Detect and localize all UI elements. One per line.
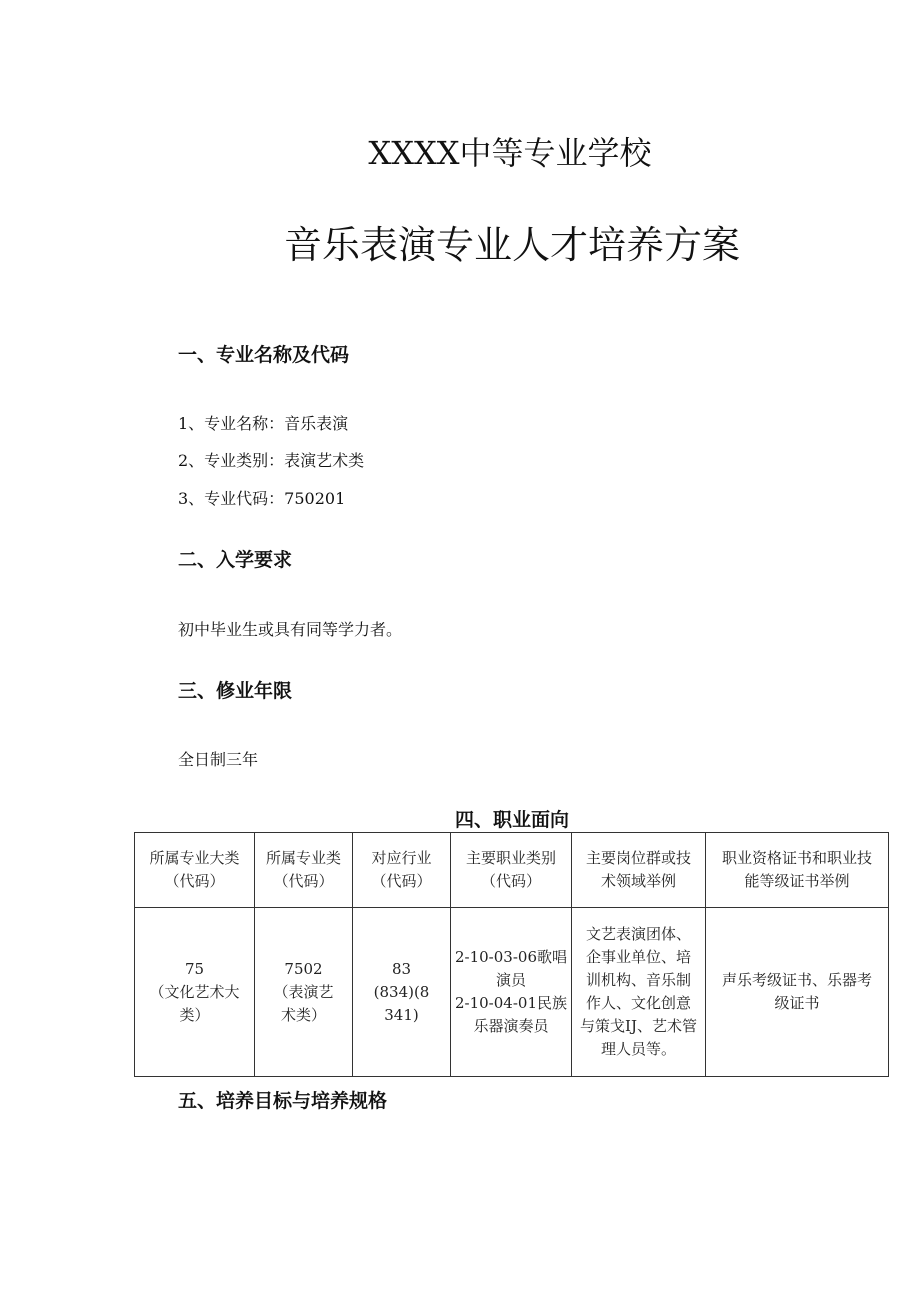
cell-text: 与策戈IJ、艺术管 <box>580 1017 697 1035</box>
header-industry <box>353 833 451 908</box>
cell-text: 级证书 <box>774 994 820 1012</box>
cell-text: 2-10-03-06歌唱 <box>454 948 567 966</box>
header-text: 所属专业类 <box>265 849 341 867</box>
section-heading-admission: 二、入学要求 <box>178 549 293 571</box>
cell-text: 企事业单位、培 <box>585 948 691 966</box>
cell-text: 83 <box>391 959 412 978</box>
header-text: 职业资格证书和职业技 <box>721 849 872 867</box>
cell-major-category <box>135 908 255 1077</box>
table-row <box>135 908 889 1077</box>
cell-text: (834)(8 <box>373 982 430 1001</box>
header-text: 对应行业 <box>371 849 432 867</box>
section-heading-major-name: 一、专业名称及代码 <box>178 344 350 366</box>
school-title: XXXX中等专业学校 <box>368 134 652 172</box>
header-text: 主要职业类别 <box>465 849 556 867</box>
header-text: 所属专业大类 <box>149 849 240 867</box>
table-header-row <box>135 833 889 908</box>
header-positions <box>572 833 706 908</box>
header-text: 能等级证书举例 <box>744 872 850 890</box>
career-table <box>134 832 889 1077</box>
section-heading-duration: 三、修业年限 <box>178 680 293 702</box>
cell-positions <box>572 908 706 1077</box>
header-text: （代码） <box>164 872 225 890</box>
cell-text: 75 <box>184 959 205 978</box>
header-text: 术领域举例 <box>600 872 676 890</box>
cell-text: 2-10-04-01民族 <box>454 994 567 1012</box>
duration-text: 全日制三年 <box>178 750 259 769</box>
header-text: （代码） <box>273 872 334 890</box>
cell-text: 理人员等。 <box>600 1040 676 1058</box>
major-name-item: 1、专业名称：音乐表演 <box>178 414 349 433</box>
header-major-class <box>255 833 353 908</box>
cell-text: 类） <box>179 1005 210 1024</box>
cell-industry <box>353 908 451 1077</box>
header-occupation <box>451 833 572 908</box>
cell-text: 7502 <box>284 959 323 978</box>
cell-text: 作人、文化创意 <box>585 994 691 1012</box>
header-text: （代码） <box>371 872 432 890</box>
cell-text: 演员 <box>495 971 526 989</box>
cell-text: 训机构、音乐制 <box>585 971 691 989</box>
header-text: （代码） <box>480 872 541 890</box>
cell-text: 文艺表演团体、 <box>585 925 691 943</box>
header-major-category <box>135 833 255 908</box>
header-text: 主要岗位群或技 <box>585 849 691 867</box>
admission-text: 初中毕业生或具有同等学力者。 <box>178 620 403 639</box>
cell-major-class <box>255 908 353 1077</box>
header-certificates <box>706 833 889 908</box>
section-heading-goals: 五、培养目标与培养规格 <box>178 1090 388 1112</box>
cell-text: （表演艺 <box>273 982 334 1001</box>
section-heading-career: 四、职业面向 <box>454 809 569 831</box>
cell-occupation <box>451 908 572 1077</box>
cell-text: 术类） <box>280 1005 326 1024</box>
cell-text: 乐器演奏员 <box>473 1017 549 1035</box>
cell-text: 341) <box>384 1005 419 1024</box>
cell-text: （文化艺术大 <box>149 982 240 1001</box>
cell-text: 声乐考级证书、乐器考 <box>721 971 872 989</box>
cell-certificates <box>706 908 889 1077</box>
major-code-item: 3、专业代码：750201 <box>178 489 346 508</box>
major-category-item: 2、专业类别：表演艺术类 <box>178 451 365 470</box>
plan-title: 音乐表演专业人才培养方案 <box>283 223 740 267</box>
